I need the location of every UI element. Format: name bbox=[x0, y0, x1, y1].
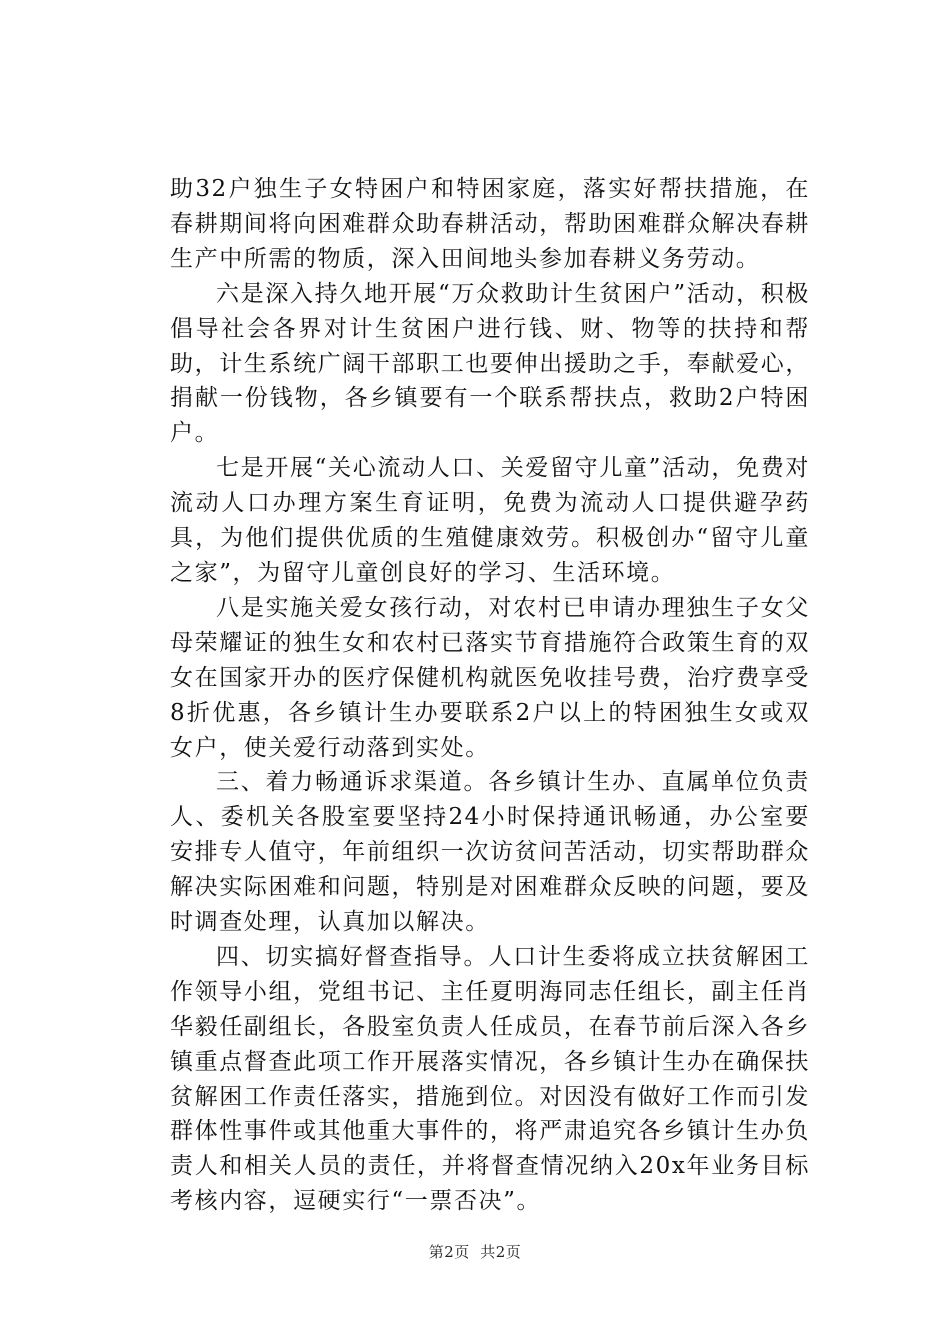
document-body bbox=[170, 172, 810, 1219]
paragraph-section-four: 四、切实搞好督查指导。人口计生委将成立扶贫解困工作领导小组，党组书记、主任夏明海同志任组长，副主任肖华毅任副组长，各股室负责人任成员，在春节前后深入各乡镇重点督查此项工作开展落实情况，各乡镇计生办在确保扶贫解困工作责任落实，措施到位。对因没有做好工作而引发群体性事件或其他重大事件的，将严肃追究各乡镇计生办负责人和相关人员的责任，并将督查情况纳入20x年业务目标考核内容，逗硬实行“一票否决”。 bbox=[170, 943, 810, 1215]
paragraph-item-eight: 八是实施关爱女孩行动，对农村已申请办理独生子女父母荣耀证的独生女和农村已落实节育措施符合政策生育的双女在国家开办的医疗保健机构就医免收挂号费，治疗费享受8折优惠，各乡镇计生办要联系2户以上的特困独生女或双女户，使关爱行动落到实处。 bbox=[170, 594, 810, 761]
paragraph-item-six: 六是深入持久地开展“万众救助计生贫困户”活动，积极倡导社会各界对计生贫困户进行钱、财、物等的扶持和帮助，计生系统广阔干部职工也要伸出援助之手，奉献爱心，捐献一份钱物，各乡镇要有一个联系帮扶点，救助2户特困户。 bbox=[170, 280, 810, 447]
paragraph-item-seven: 七是开展“关心流动人口、关爱留守儿童”活动，免费对流动人口办理方案生育证明，免费为流动人口提供避孕药具，为他们提供优质的生殖健康效劳。积极创办“留守儿童之家”，为留守儿童创良好的学习、生活环境。 bbox=[170, 455, 810, 586]
page-number-label: 第2页 共2页 bbox=[428, 1243, 522, 1261]
page-footer bbox=[0, 1241, 950, 1262]
paragraph-continuation: 助32户独生子女特困户和特困家庭，落实好帮扶措施，在春耕期间将向困难群众助春耕活动，帮助困难群众解决春耕生产中所需的物质，深入田间地头参加春耕义务劳动。 bbox=[170, 176, 810, 272]
paragraph-section-three: 三、着力畅通诉求渠道。各乡镇计生办、直属单位负责人、委机关各股室要坚持24小时保持通讯畅通，办公室要安排专人值守，年前组织一次访贫问苦活动，切实帮助群众解决实际困难和问题，特别是对困难群众反映的问题，要及时调查处理，认真加以解决。 bbox=[170, 769, 810, 936]
